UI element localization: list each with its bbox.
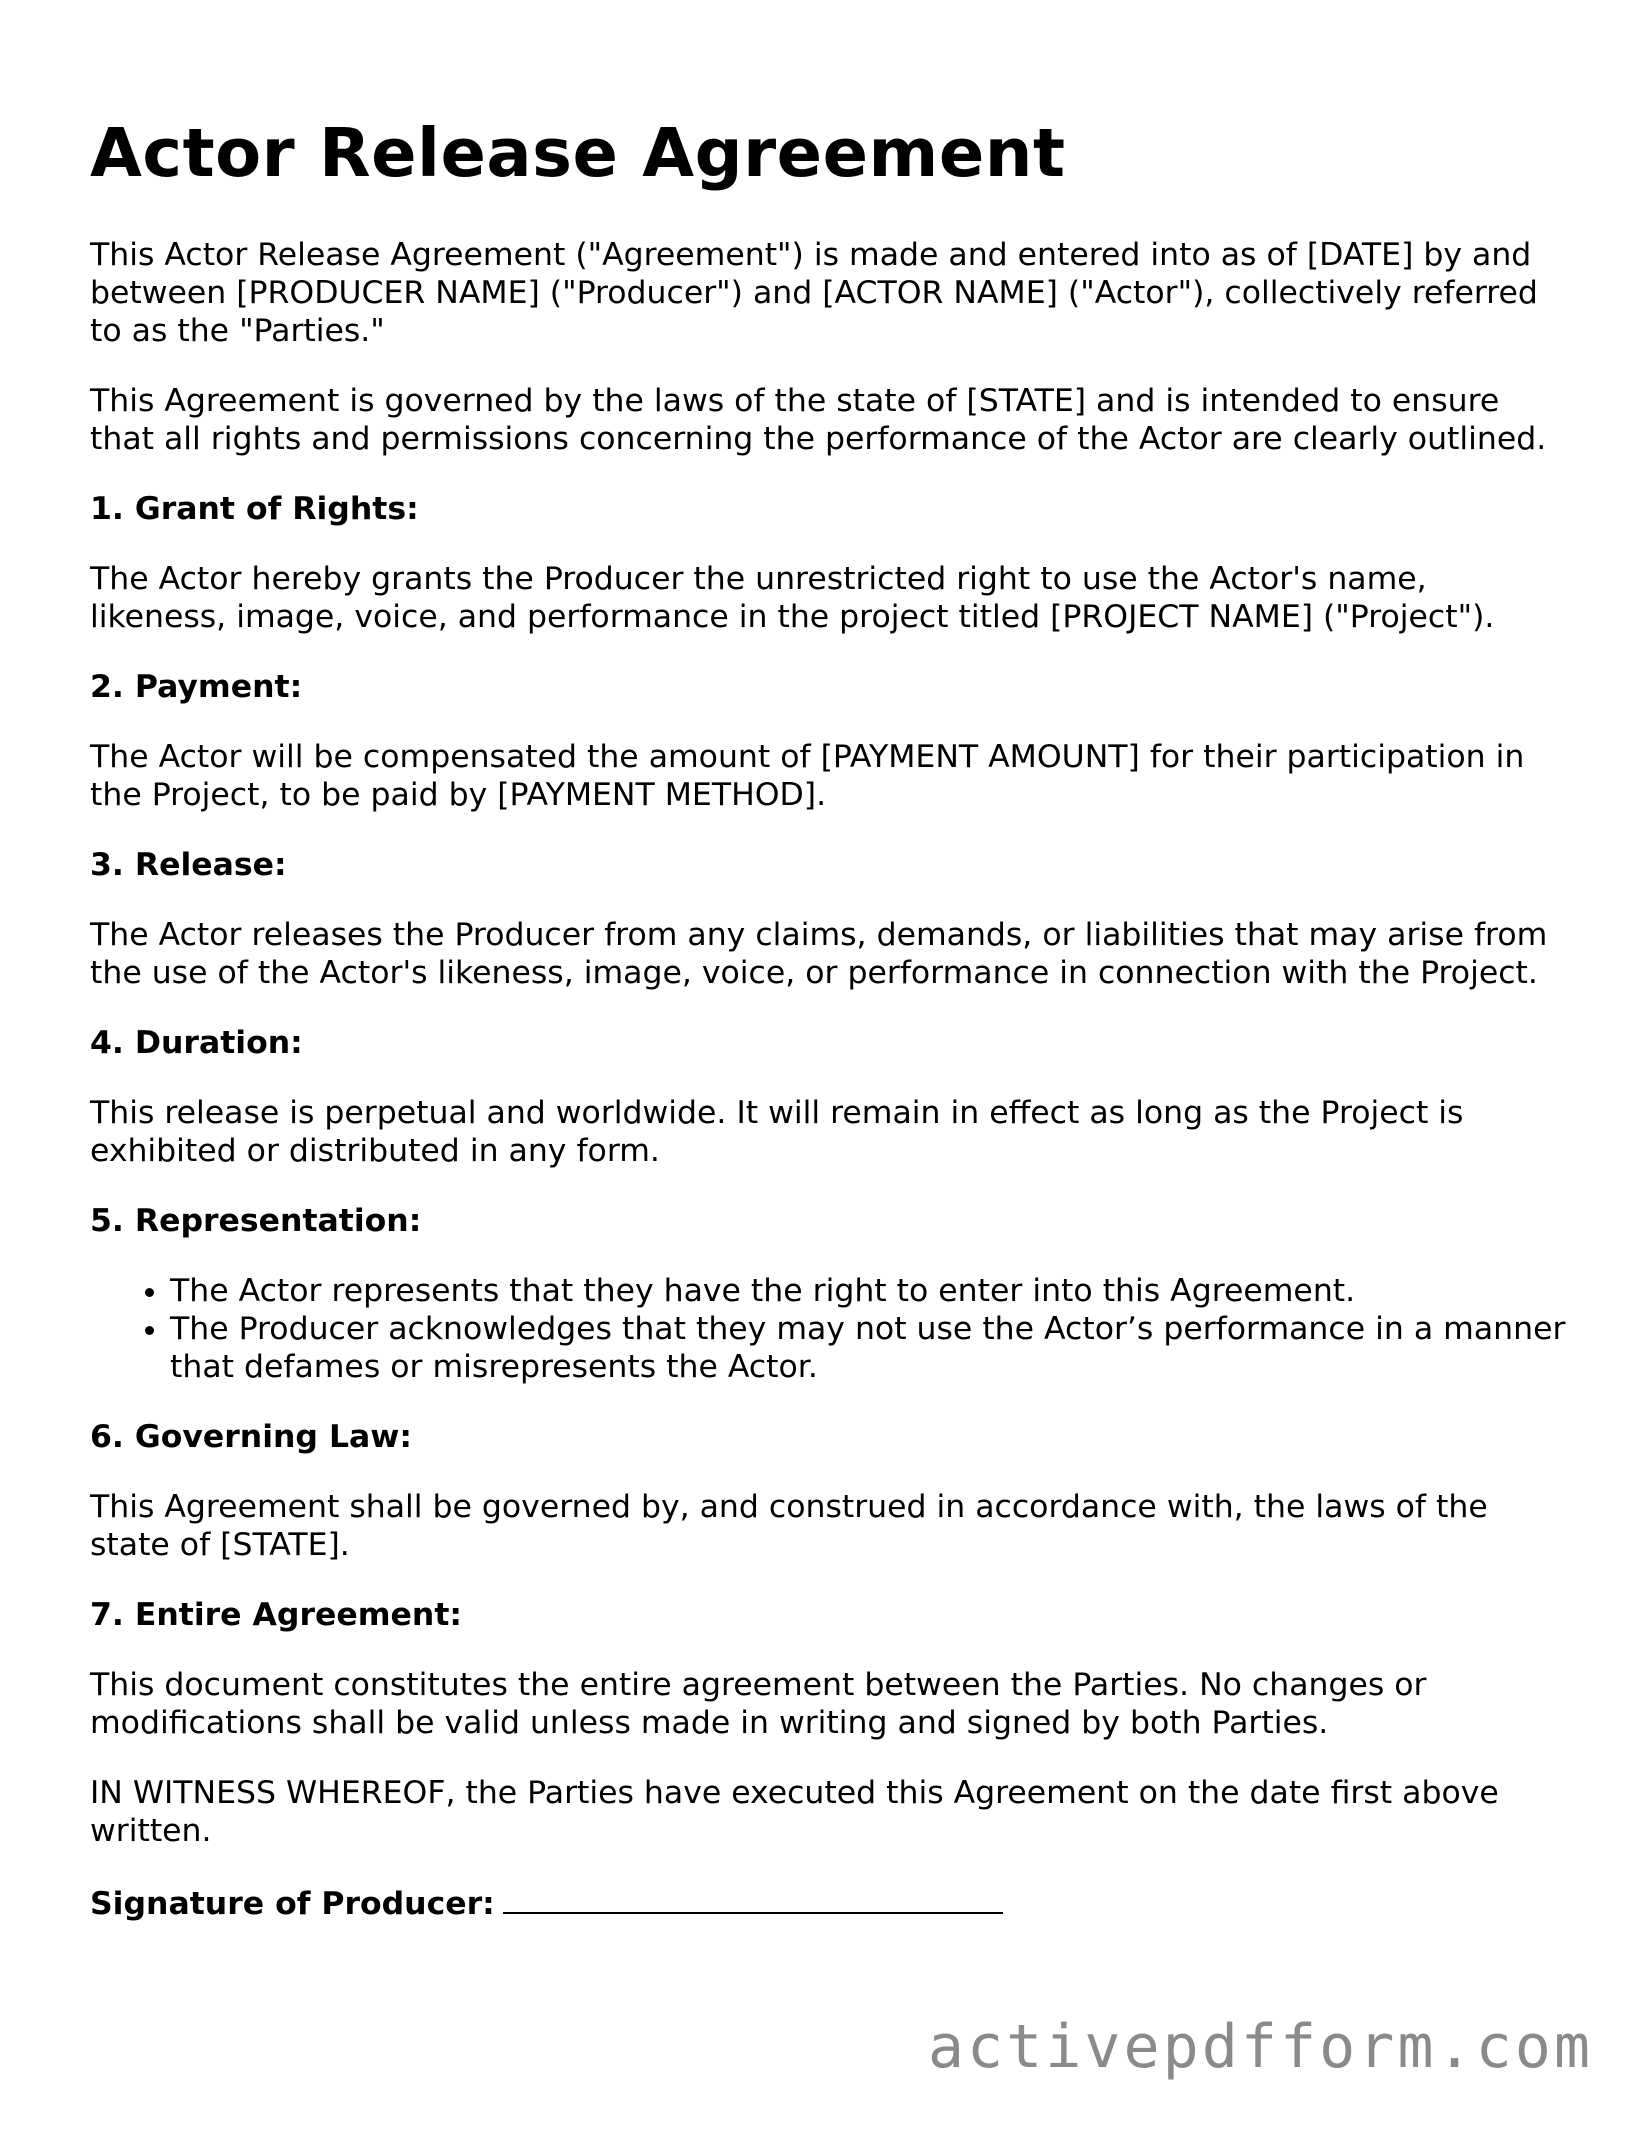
witness-paragraph: IN WITNESS WHEREOF, the Parties have executed this Agreement on the date first above written. (90, 1775, 1499, 1849)
representation-list (90, 1272, 1570, 1386)
document-title: Actor Release Agreement (90, 114, 1066, 192)
list-item: • The Producer acknowledges that they may not use the Actor’s performance in a manner that defames or misrepresents the Actor. (170, 1310, 1570, 1386)
section-body-law: This Agreement shall be governed by, and construed in accordance with, the laws of the state of [STATE]. (90, 1489, 1488, 1563)
list-item: • The Actor represents that they have the right to enter into this Agreement. (170, 1272, 1570, 1310)
section-heading-representation: 5. Representation: (90, 1203, 422, 1239)
section-body-grant: The Actor hereby grants the Producer the unrestricted right to use the Actor's name, likeness, image, voice, and performance in the project titled [PROJECT NAME] ("Project"). (90, 561, 1495, 635)
signature-label: Signature of Producer: (90, 1886, 495, 1922)
section-heading-release: 3. Release: (90, 847, 287, 883)
document-page (90, 112, 1570, 1923)
section-heading-duration: 4. Duration: (90, 1025, 303, 1061)
producer-signature-row (90, 1882, 1570, 1923)
watermark: activepdfform.com (927, 2012, 1593, 2082)
intro-paragraph: This Actor Release Agreement ("Agreement") is made and entered into as of [DATE] by and between [PRODUCER NAME] ("Producer") and [ACTOR NAME] ("Actor"), collectively referred to as the "Parties." (90, 237, 1538, 349)
section-heading-payment: 2. Payment: (90, 669, 303, 705)
section-body-release: The Actor releases the Producer from any claims, demands, or liabilities that may arise from the use of the Actor's likeness, image, voice, or performance in connection with the Project. (90, 917, 1548, 991)
section-heading-entire: 7. Entire Agreement: (90, 1597, 462, 1633)
section-heading-grant: 1. Grant of Rights: (90, 491, 419, 527)
governing-intro-paragraph: This Agreement is governed by the laws of the state of [STATE] and is intended to ensure that all rights and permissions concerning the performance of the Actor are clearly outlined. (90, 383, 1547, 457)
section-heading-law: 6. Governing Law: (90, 1419, 412, 1455)
section-body-duration: This release is perpetual and worldwide. It will remain in effect as long as the Project is exhibited or distributed in any form. (90, 1095, 1464, 1169)
section-body-payment: The Actor will be compensated the amount of [PAYMENT AMOUNT] for their participation in the Project, to be paid by [PAYMENT METHOD]. (90, 739, 1525, 813)
producer-signature-line[interactable] (503, 1882, 1003, 1914)
section-body-entire: This document constitutes the entire agreement between the Parties. No changes or modifications shall be valid unless made in writing and signed by both Parties. (90, 1667, 1427, 1741)
